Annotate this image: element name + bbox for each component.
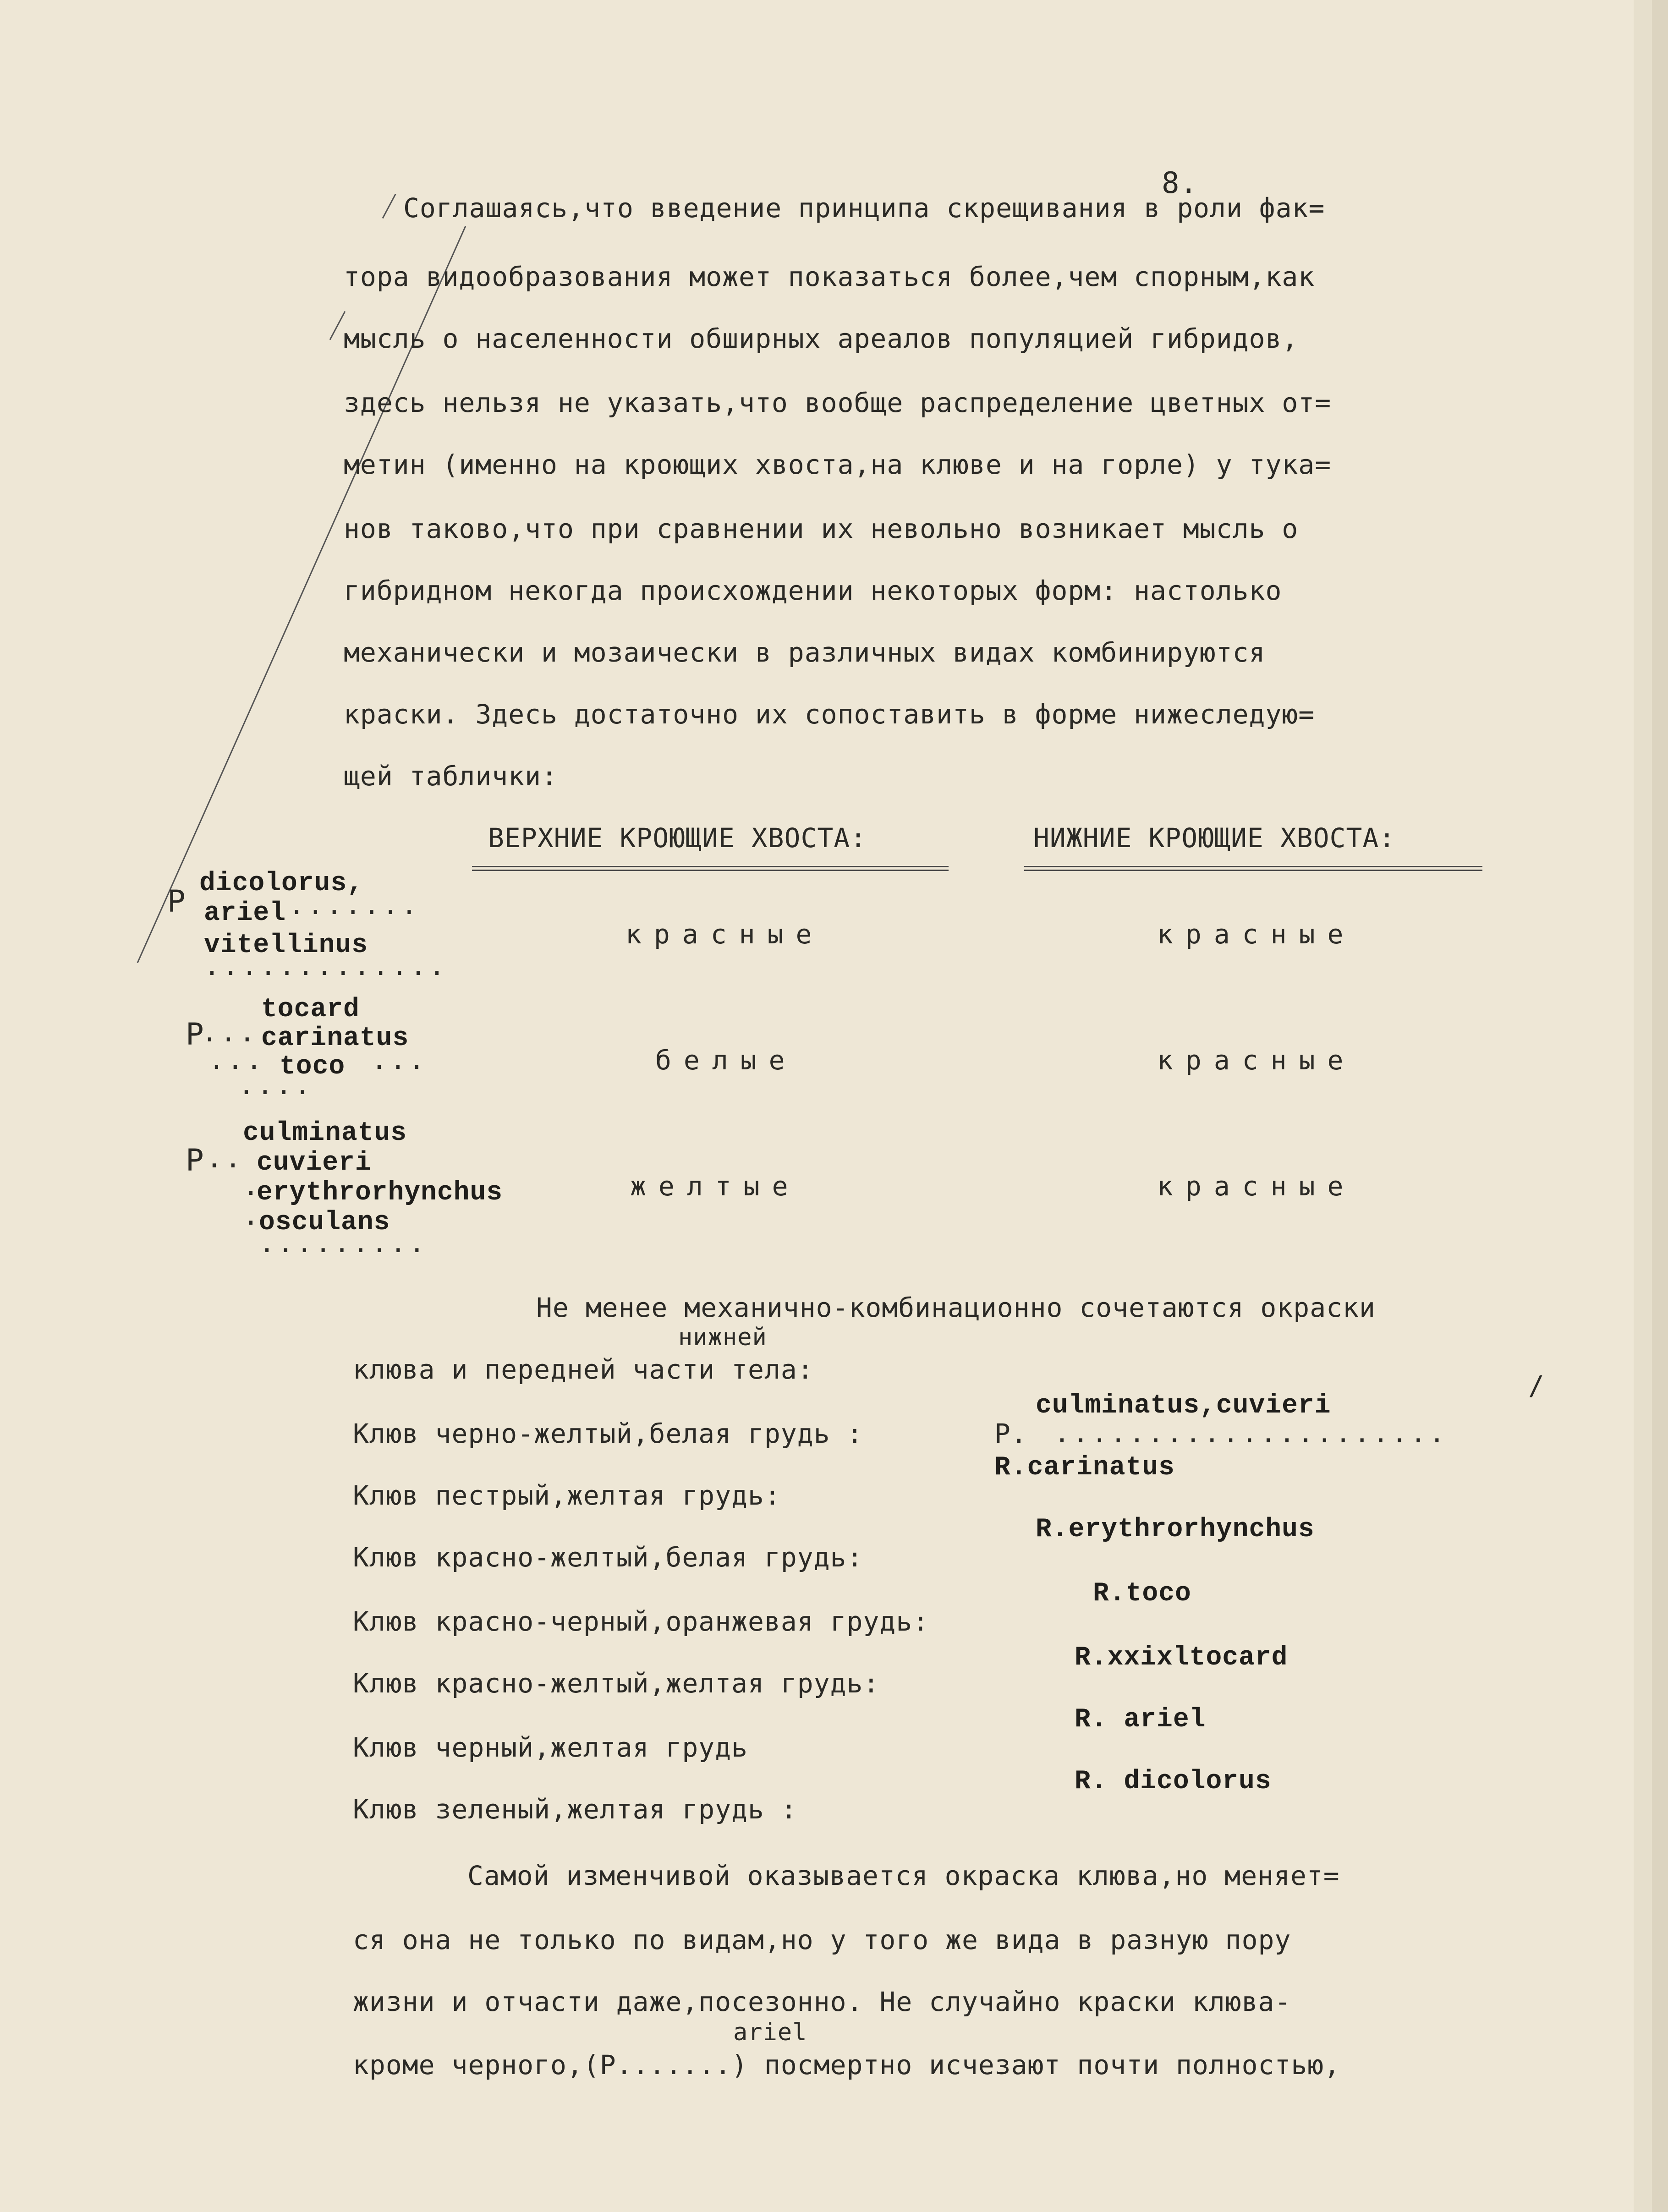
genus-letter: P bbox=[167, 884, 186, 919]
lower-color-value: красные bbox=[1157, 1045, 1356, 1076]
upper-color-value: красные bbox=[626, 919, 824, 950]
beak-entry: Клюв черно-желтый,белая грудь : bbox=[353, 1418, 863, 1449]
paragraph-line: жизни и отчасти даже,посезонно. Не случайно краски клюва- bbox=[353, 1986, 1291, 2017]
species-name: carinatus bbox=[261, 1024, 409, 1053]
species-name: culminatus,cuvieri bbox=[1036, 1391, 1331, 1421]
paragraph-line: тора видообразования может показаться более,чем спорным,как bbox=[344, 261, 1315, 292]
paragraph-line: кроме черного,(Р.......) посмертно исчезают почти полностью, bbox=[353, 2049, 1341, 2081]
species-name: R.carinatus bbox=[994, 1453, 1175, 1483]
lower-color-value: красные bbox=[1157, 1171, 1356, 1202]
paragraph-line: клюва и передней части тела: bbox=[353, 1354, 814, 1385]
species-name: cuvieri bbox=[257, 1148, 372, 1178]
species-name: R. dicolorus bbox=[1075, 1767, 1272, 1796]
genus-letter: P bbox=[186, 1143, 204, 1178]
species-name: ariel bbox=[204, 898, 286, 928]
beak-entry: Клюв красно-желтый,желтая грудь: bbox=[353, 1668, 880, 1699]
dot-leader: ········· bbox=[259, 1235, 428, 1266]
paragraph-line: ся она не только по видам,но у того же вида в разную пору bbox=[353, 1924, 1291, 1955]
species-prefix: P. bbox=[994, 1418, 1027, 1449]
handwritten-insert: нижней bbox=[678, 1324, 767, 1351]
paragraph-line: метин (именно на кроющих хвоста,на клюве и на горле) у тука= bbox=[344, 449, 1332, 480]
species-name: osculans bbox=[259, 1208, 390, 1237]
lower-color-value: красные bbox=[1157, 919, 1356, 950]
column-header-upper: ВЕРХНИЕ КРОЮЩИЕ ХВОСТА: bbox=[488, 822, 867, 854]
paragraph-line: гибридном некогда происхождении некоторых форм: настолько bbox=[344, 575, 1282, 606]
paragraph-line: нов таково,что при сравнении их невольно возникает мысль о bbox=[344, 513, 1299, 544]
dot-leader: ··· bbox=[202, 1024, 258, 1055]
margin-mark: / bbox=[1528, 1370, 1545, 1401]
species-name: erythrorhynchus bbox=[257, 1178, 503, 1208]
dot-leader: · bbox=[243, 1207, 262, 1238]
dot-leader: ··· bbox=[371, 1051, 428, 1083]
dot-leader: ·· bbox=[206, 1150, 244, 1181]
species-name: tocard bbox=[261, 995, 360, 1024]
page-number: 8. bbox=[1162, 166, 1198, 200]
species-name: vitellinus bbox=[204, 931, 368, 960]
species-name: dicolorus, bbox=[199, 869, 364, 898]
paragraph-line: Соглашаясь,что введение принципа скрещивания в роли фак= bbox=[403, 192, 1325, 224]
dot-leader: ···· bbox=[238, 1077, 313, 1108]
species-name: R. ariel bbox=[1075, 1705, 1206, 1735]
dot-leader: ······· bbox=[289, 897, 420, 928]
upper-color-value: белые bbox=[655, 1045, 797, 1076]
upper-color-value: желтые bbox=[630, 1171, 801, 1202]
species-name: toco bbox=[280, 1052, 346, 1082]
paragraph-line: мысль о населенности обширных ареалов популяцией гибридов, bbox=[344, 323, 1299, 354]
page-edge bbox=[1634, 0, 1652, 2212]
species-name: R.erythrorhynchus bbox=[1036, 1515, 1315, 1544]
paragraph-line: механически и мозаически в различных видах комбинируются bbox=[344, 637, 1266, 668]
dot-leader: ··· bbox=[208, 1051, 265, 1083]
species-name: R.toco bbox=[1093, 1579, 1191, 1609]
beak-entry: Клюв черный,желтая грудь bbox=[353, 1732, 748, 1763]
beak-entry: Клюв пестрый,желтая грудь: bbox=[353, 1480, 781, 1511]
dot-leader: · bbox=[243, 1177, 262, 1209]
beak-entry: Клюв красно-черный,оранжевая грудь: bbox=[353, 1606, 929, 1637]
handwritten-insert: ariel bbox=[733, 2019, 807, 2046]
species-name: R.xxixltocard bbox=[1075, 1643, 1288, 1673]
header-underline-lower bbox=[1024, 866, 1482, 871]
column-header-lower: НИЖНИЕ КРОЮЩИЕ ХВОСТА: bbox=[1033, 822, 1396, 854]
dot-leader: ····················· bbox=[1054, 1425, 1448, 1456]
header-underline-upper bbox=[472, 866, 949, 871]
species-name: culminatus bbox=[243, 1118, 407, 1148]
genus-letter: P bbox=[186, 1017, 204, 1052]
beak-entry: Клюв зеленый,желтая грудь : bbox=[353, 1794, 797, 1825]
paragraph-line: здесь нельзя не указать,что вообще распределение цветных от= bbox=[344, 387, 1332, 418]
paragraph-line: щей таблички: bbox=[344, 761, 558, 792]
dot-leader: ············· bbox=[204, 958, 448, 989]
paragraph-line: Не менее механично-комбинационно сочетаются окраски bbox=[536, 1292, 1376, 1323]
beak-entry: Клюв красно-желтый,белая грудь: bbox=[353, 1542, 863, 1573]
page-edge-2 bbox=[1652, 0, 1668, 2212]
paragraph-line: краски. Здесь достаточно их сопоставить в форме нижеследую= bbox=[344, 699, 1315, 730]
paragraph-line: Самой изменчивой оказывается окраска клюва,но меняет= bbox=[467, 1860, 1340, 1891]
